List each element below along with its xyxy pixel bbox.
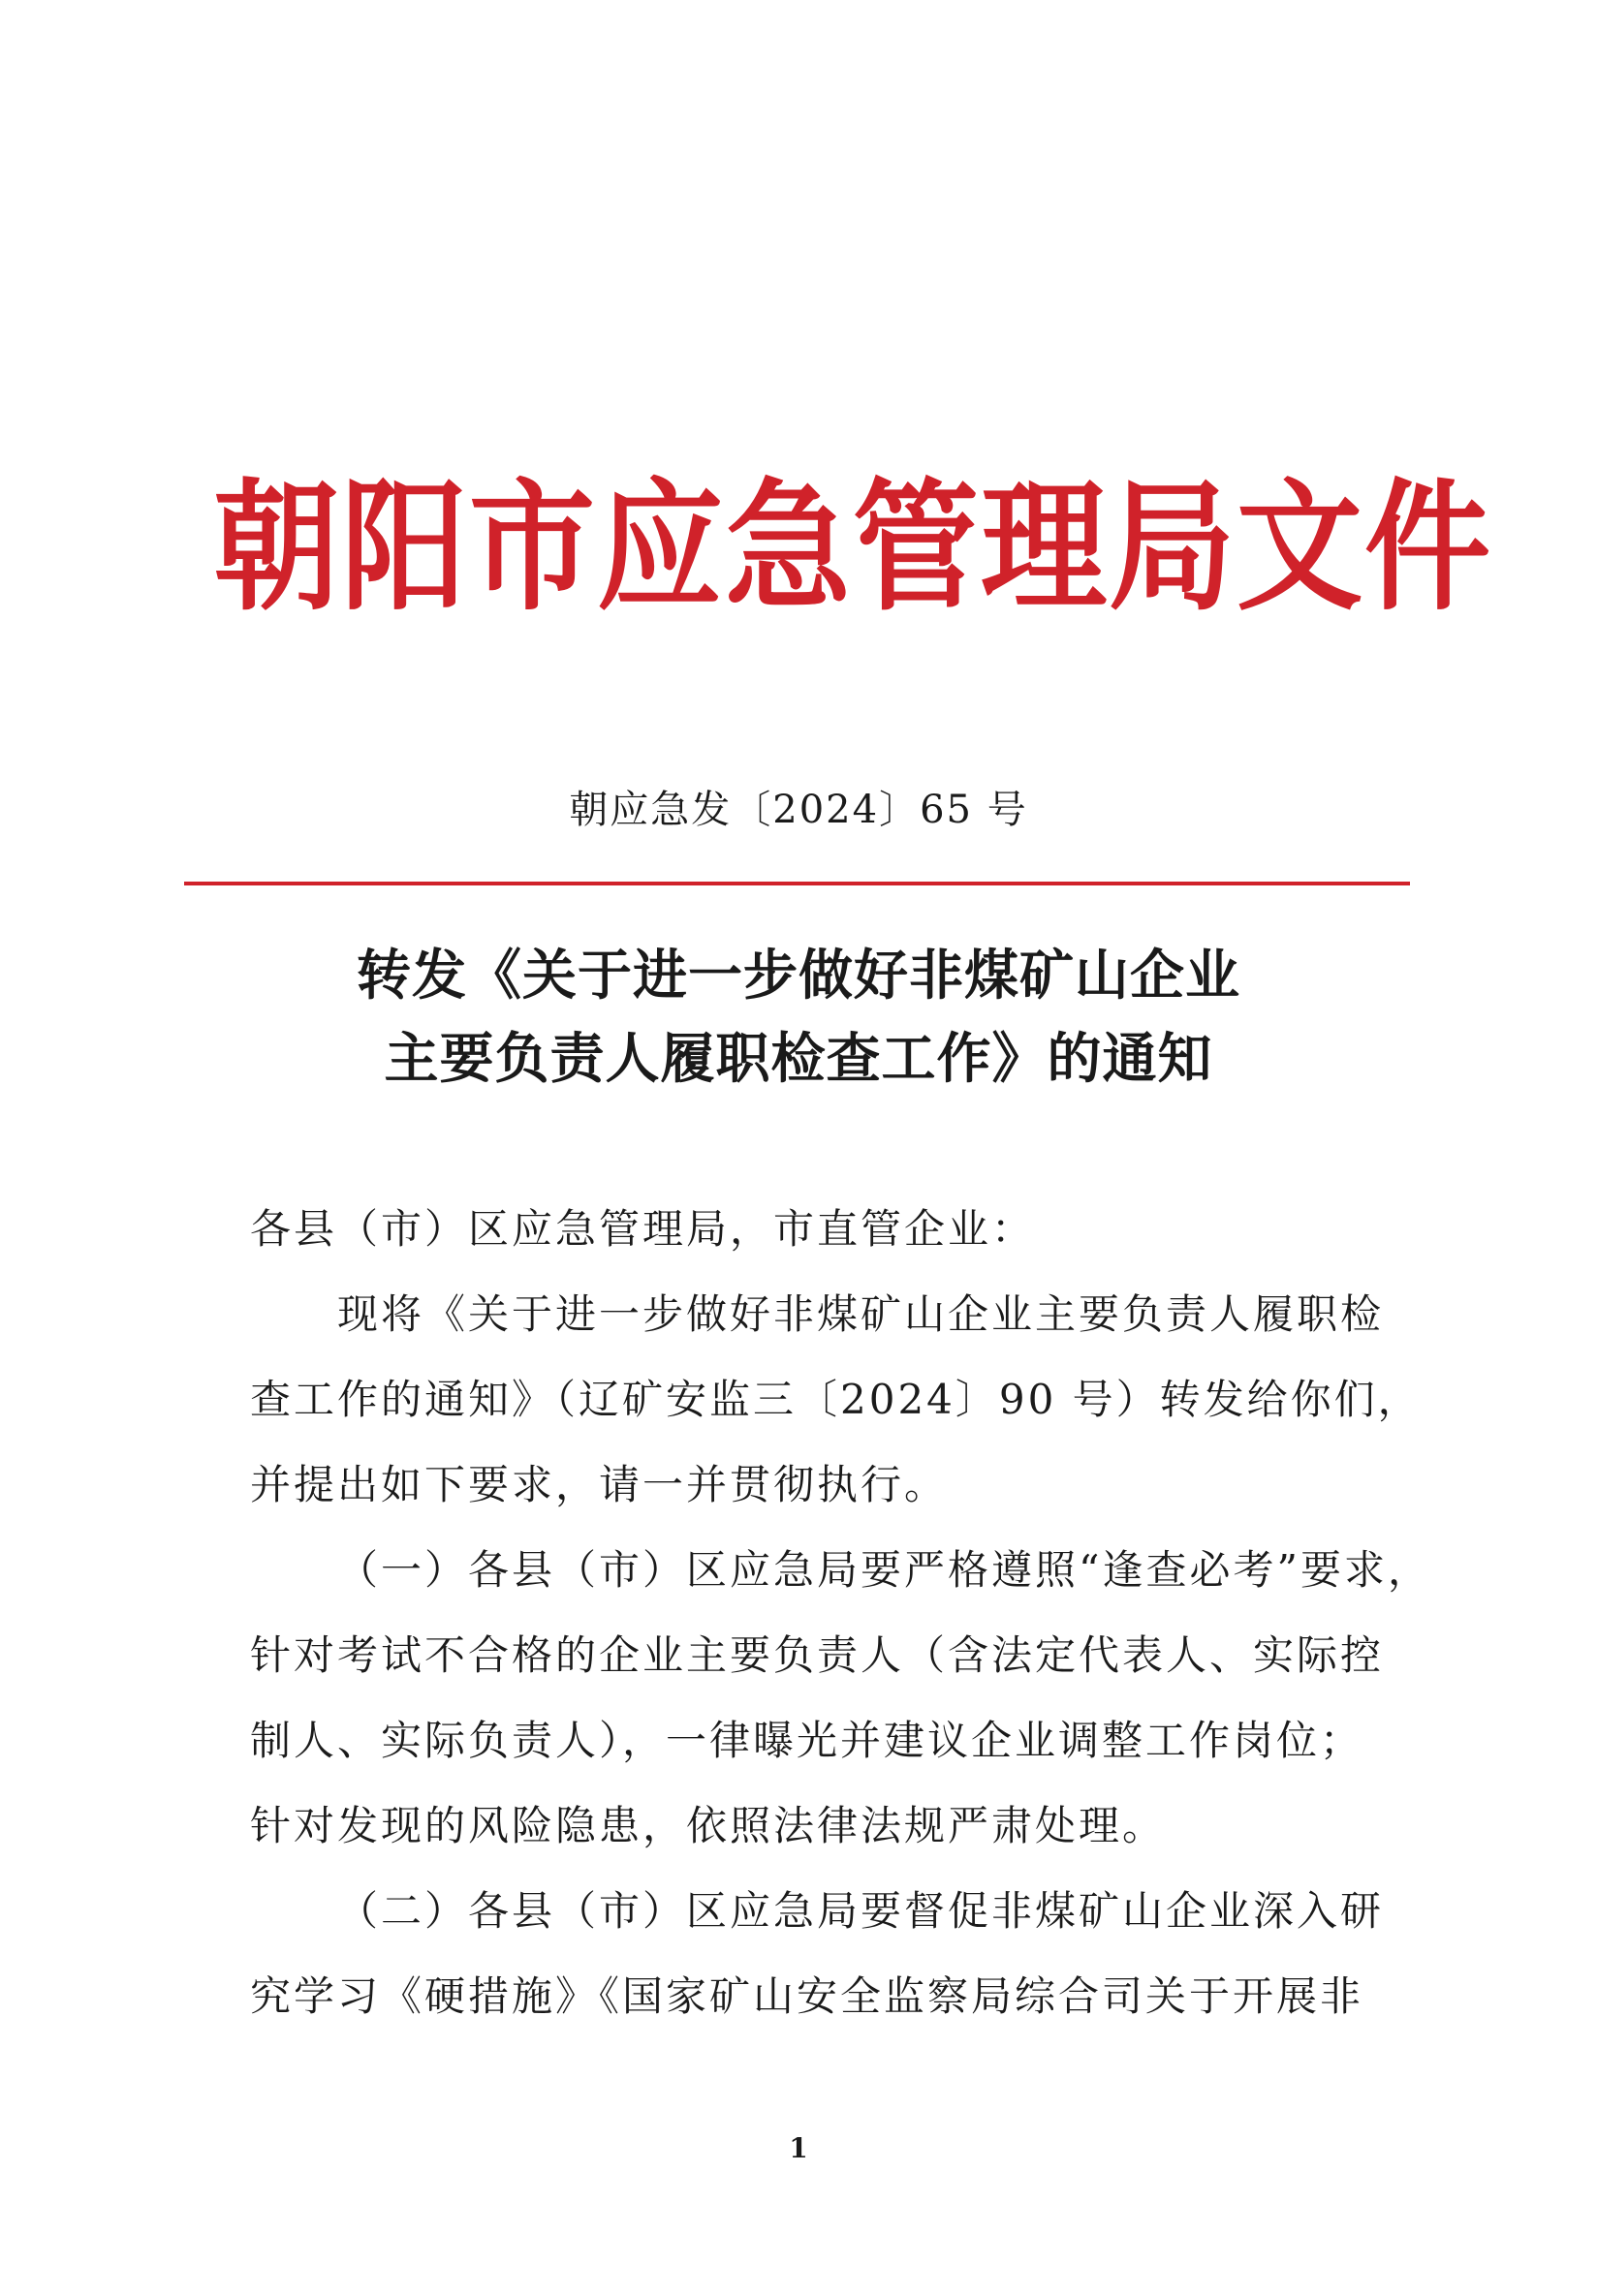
paragraph-line: 究学习《硬措施》《国家矿山安全监察局综合司关于开展非 bbox=[250, 1972, 1364, 2020]
paragraph-intro bbox=[250, 1272, 1422, 1528]
page-number: 1 bbox=[789, 2132, 808, 2164]
red-separator-rule bbox=[184, 882, 1410, 885]
paragraph-line: （二）各县（市）区应急局要督促非煤矿山企业深入研 bbox=[337, 1887, 1385, 1935]
paragraph-line: 并提出如下要求，请一并贯彻执行。 bbox=[250, 1461, 949, 1508]
paragraph-item-2 bbox=[250, 1869, 1385, 2039]
paragraph-line: 针对发现的风险隐患，依照法律法规严肃处理。 bbox=[250, 1802, 1167, 1849]
notice-title-line-2: 主要负责人履职检查工作》的通知 bbox=[384, 1028, 1213, 1091]
notice-body bbox=[250, 1187, 1431, 2039]
notice-title bbox=[0, 935, 1597, 1101]
paragraph-line: 制人、实际负责人），一律曝光并建议企业调整工作岗位； bbox=[250, 1717, 1364, 1764]
paragraph-item-1 bbox=[250, 1528, 1431, 1869]
paragraph-line: 查工作的通知》（辽矿安监三〔2024〕90 号）转发给你们， bbox=[250, 1376, 1422, 1423]
document-number: 朝应急发〔2024〕65 号 bbox=[569, 788, 1028, 832]
paragraph-line: （一）各县（市）区应急局要严格遵照“逢查必考”要求， bbox=[337, 1546, 1431, 1594]
notice-title-line-1: 转发《关于进一步做好非煤矿山企业 bbox=[357, 945, 1240, 1008]
paragraph-line: 针对考试不合格的企业主要负责人（含法定代表人、实际控 bbox=[250, 1631, 1385, 1679]
salutation: 各县（市）区应急管理局，市直管企业： bbox=[250, 1205, 1036, 1253]
masthead-title: 朝阳市应急管理局文件 bbox=[213, 463, 1493, 631]
paragraph-line: 现将《关于进一步做好非煤矿山企业主要负责人履职检 bbox=[337, 1290, 1385, 1338]
